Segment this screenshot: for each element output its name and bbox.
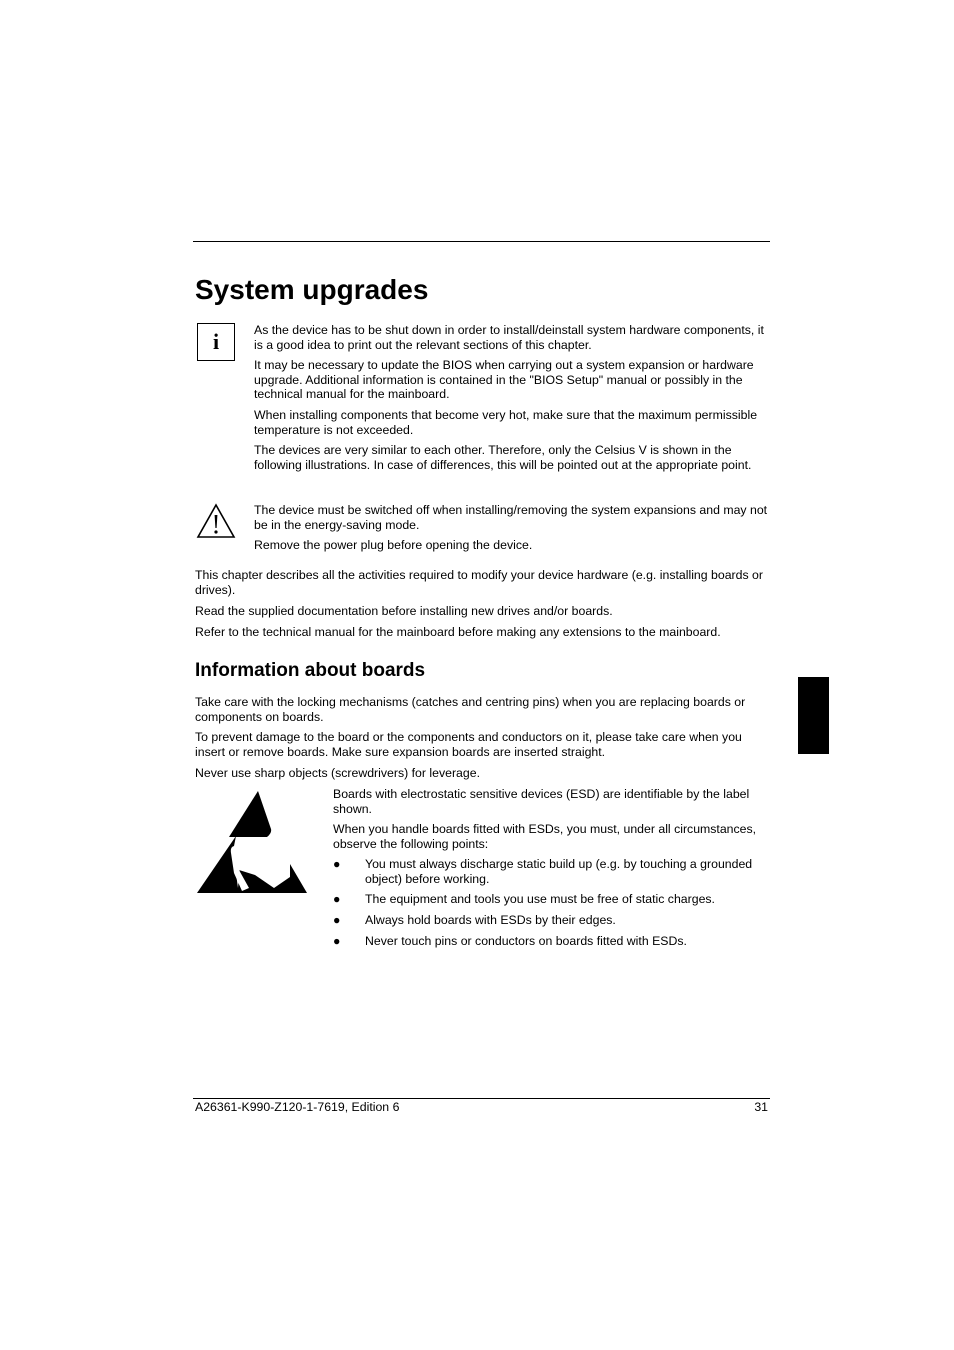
section-paragraph: Take care with the locking mechanisms (catches and centring pins) when you are replacing boards or components on boards. [195, 695, 746, 724]
info-note-paragraph: When installing components that become very hot, make sure that the maximum permissible temperature is not exceeded. [254, 408, 758, 437]
footer-rule [193, 1098, 770, 1099]
list-item [333, 857, 770, 886]
bullet-dot: ● [333, 892, 341, 906]
info-note-paragraph: It may be necessary to update the BIOS when carrying out a system expansion or hardware upgrade. Additional information is contained in the "BIOS Setup" manual or possibly in the technical manual for the mainboard. [254, 358, 754, 402]
intro-paragraph: Read the supplied documentation before installing new drives and/or boards. [195, 604, 613, 618]
list-item-text: You must always discharge static build up (e.g. by touching a grounded object) before working. [365, 857, 753, 886]
intro-paragraph: Refer to the technical manual for the mainboard before making any extensions to the mainboard. [195, 625, 721, 639]
section-paragraph: To prevent damage to the board or the components and conductors on it, please take care when you insert or remove boards. Make sure expansion boards are inserted straight. [195, 730, 742, 759]
section-paragraph: Never use sharp objects (screwdrivers) for leverage. [195, 766, 480, 780]
page-number: 31 [754, 1100, 768, 1114]
section-heading: Information about boards [195, 660, 426, 681]
warning-note-paragraph: Remove the power plug before opening the device. [254, 538, 533, 552]
chapter-thumb-tab [798, 677, 829, 754]
page-title: System upgrades [195, 274, 429, 305]
intro-paragraph: This chapter describes all the activities required to modify your device hardware (e.g. installing boards or drives). [195, 568, 763, 597]
warning-triangle-icon [196, 503, 236, 539]
bullet-dot: ● [333, 913, 341, 927]
esd-paragraph: When you handle boards fitted with ESDs, you must, under all circumstances, observe the following points: [333, 822, 757, 851]
bullet-dot: ● [333, 934, 341, 948]
warning-note-paragraph: The device must be switched off when installing/removing the system expansions and may not be in the energy-saving mode. [254, 503, 768, 532]
header-rule [193, 241, 770, 242]
list-item-text: Never touch pins or conductors on boards fitted with ESDs. [365, 934, 687, 948]
list-item-text: Always hold boards with ESDs by their edges. [365, 913, 616, 927]
info-note-paragraph: As the device has to be shut down in order to install/deinstall system hardware components, it is a good idea to print out the relevant sections of this chapter. [254, 323, 764, 352]
esd-paragraph: Boards with electrostatic sensitive devices (ESD) are identifiable by the label shown. [333, 787, 750, 816]
bullet-dot: ● [333, 857, 341, 871]
list-item-text: The equipment and tools you use must be free of static charges. [365, 892, 715, 906]
info-note-paragraph: The devices are very similar to each other. Therefore, only the Celsius V is shown in the following illustrations. In case of differences, this will be pointed out at the appropriate point. [254, 443, 752, 472]
info-icon: i [197, 323, 235, 361]
list-item [333, 892, 770, 907]
esd-warning-icon [196, 789, 308, 895]
footer-reference: A26361-K990-Z120-1-7619, Edition 6 [195, 1100, 400, 1114]
list-item [333, 913, 770, 928]
list-item [333, 934, 770, 949]
